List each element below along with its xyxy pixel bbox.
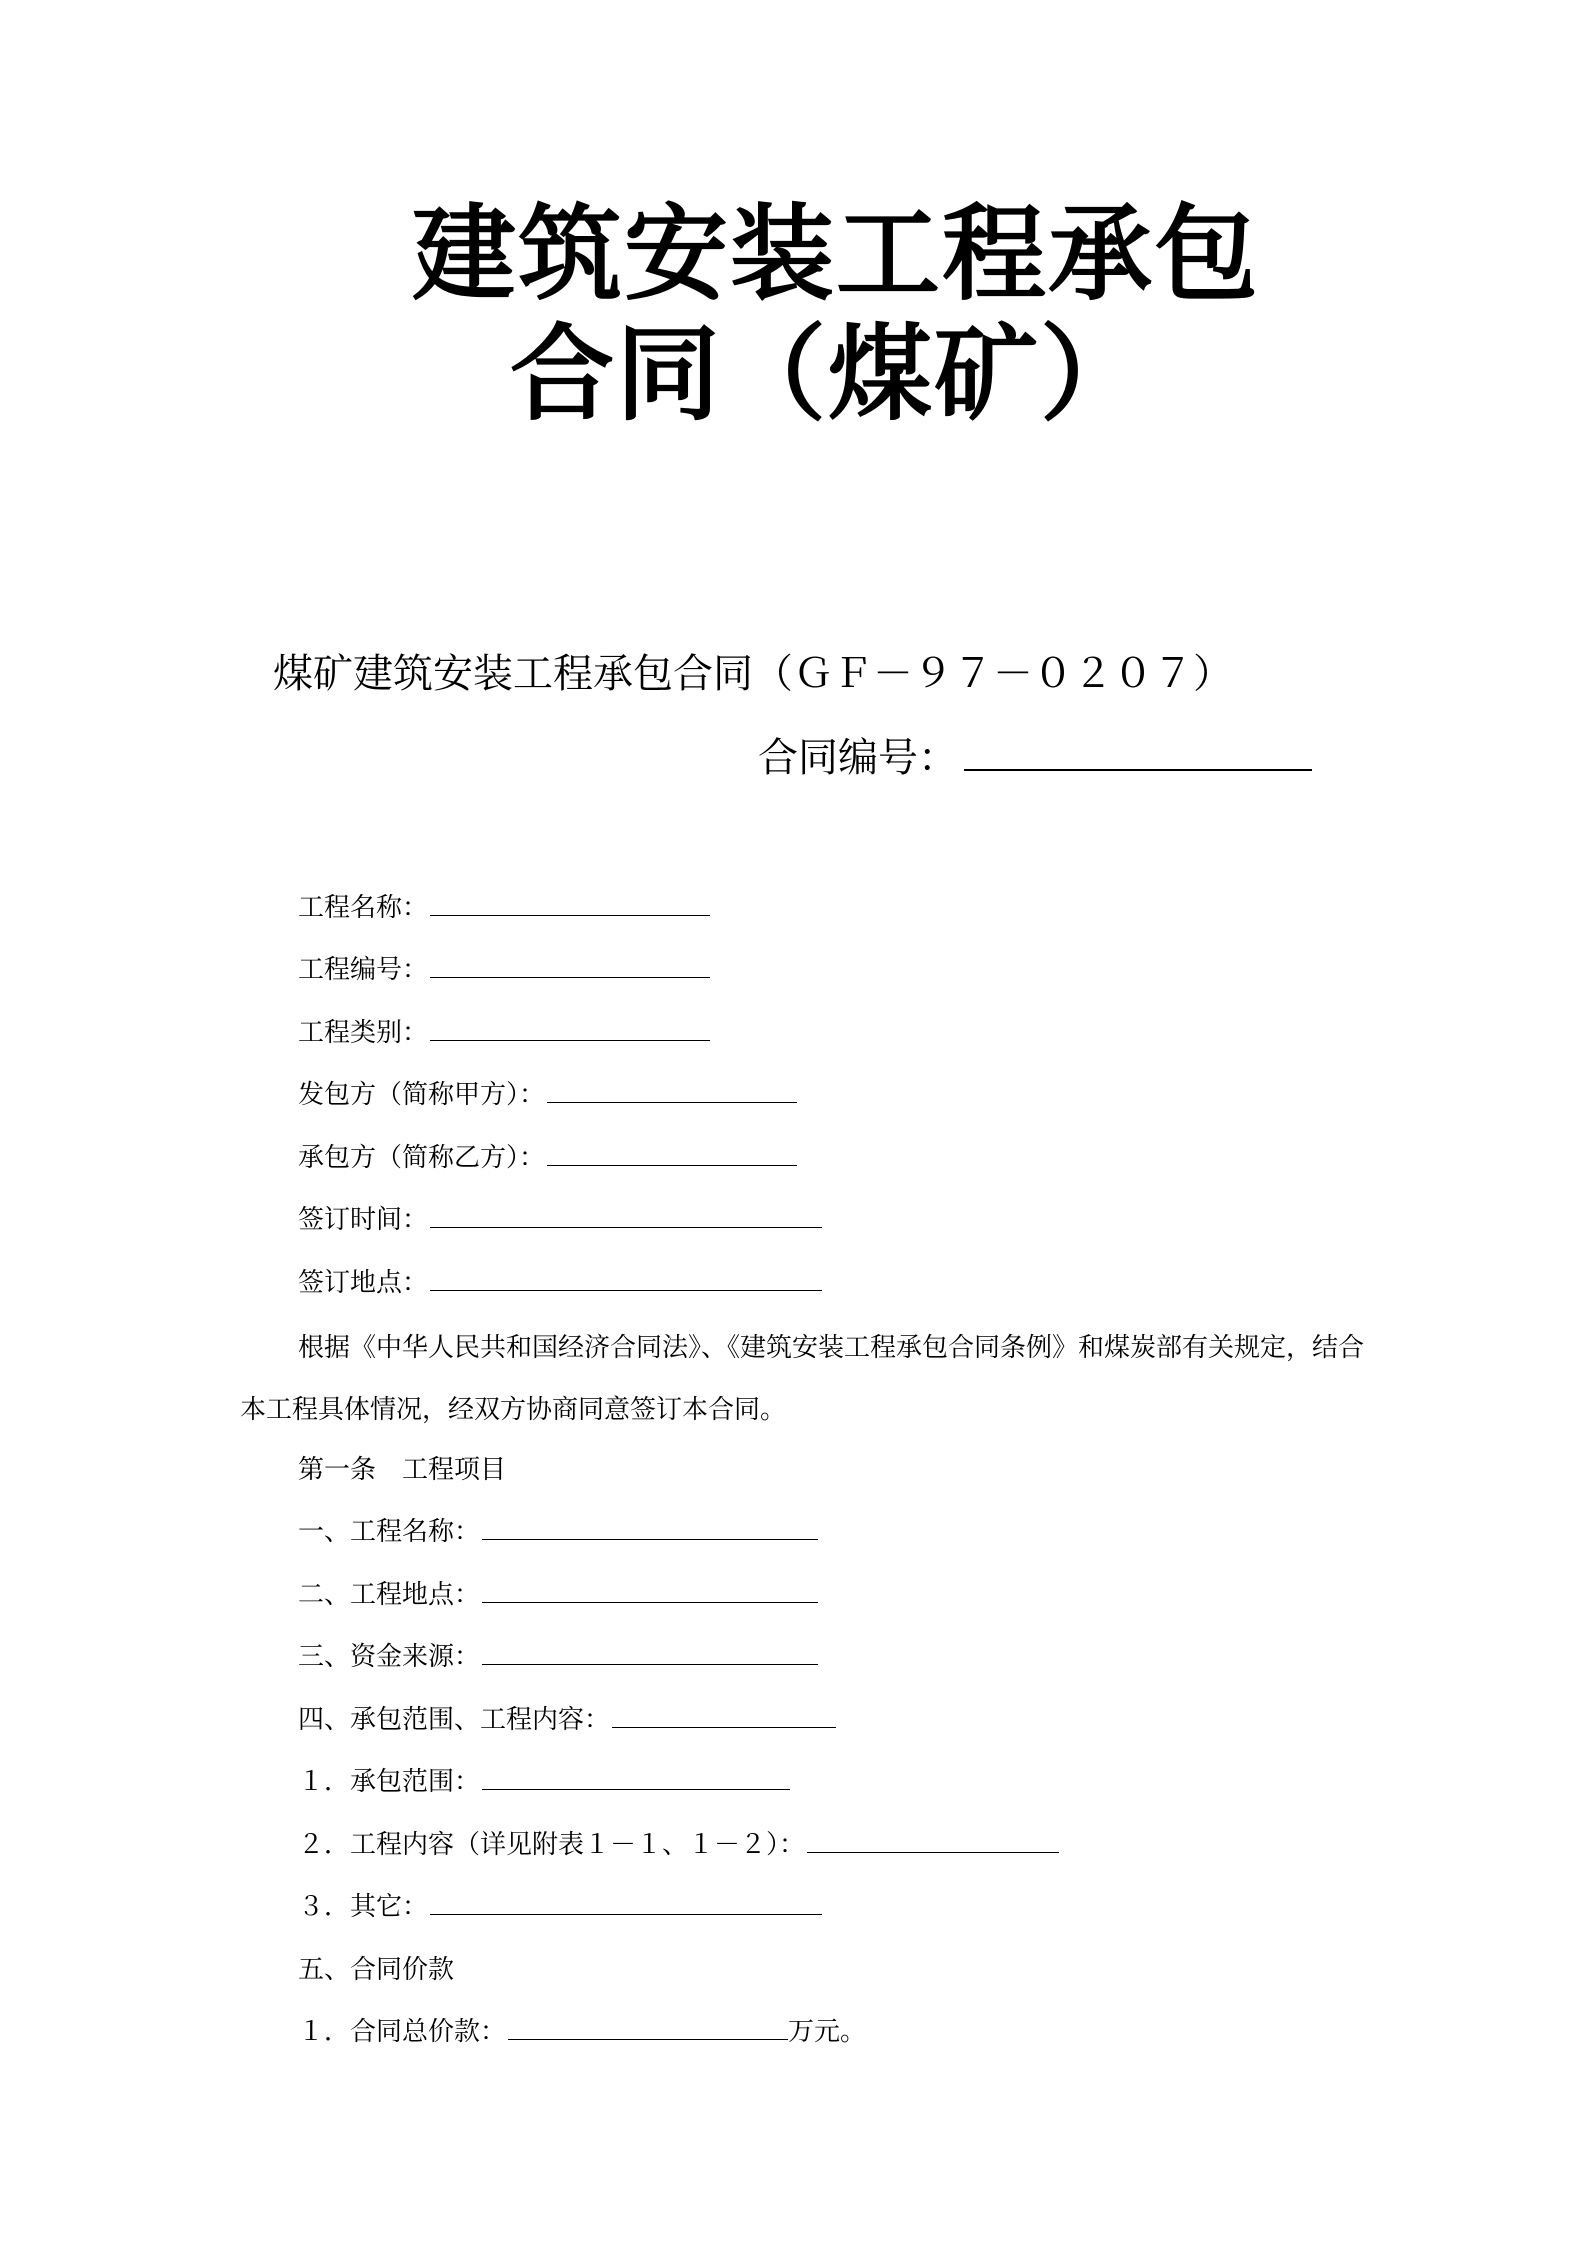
party-a-label: 发包方（简称甲方）：	[298, 1080, 546, 1110]
item3-blank	[482, 1642, 818, 1665]
sub3-label: ３．其它：	[298, 1892, 429, 1922]
contract-number-row	[758, 726, 1312, 783]
item3-label: 三、资金来源：	[298, 1642, 481, 1672]
sign-time-row	[298, 1205, 822, 1235]
price-row	[298, 2017, 866, 2047]
contract-number-label: 合同编号：	[758, 735, 958, 781]
sub1-row	[298, 1767, 790, 1797]
sign-place-row	[298, 1268, 822, 1298]
sub2-row	[298, 1830, 1059, 1860]
price-unit: 万元。	[788, 2017, 867, 2047]
item5-row: 五、合同价款	[298, 1955, 455, 1985]
sign-place-label: 签订地点：	[298, 1268, 429, 1298]
project-type-label: 工程类别：	[298, 1018, 429, 1048]
item2-blank	[482, 1580, 818, 1603]
item1-row	[298, 1517, 818, 1547]
intro-paragraph: 根据《中华人民共和国经济合同法》、《建筑安装工程承包合同条例》和煤炭部有关规定，结合本工程具体情况，经双方协商同意签订本合同。	[240, 1333, 1365, 1425]
sub2-label: ２．工程内容（详见附表１－１、１－２）：	[298, 1830, 806, 1860]
party-b-blank	[547, 1143, 797, 1166]
item2-label: 二、工程地点：	[298, 1580, 481, 1610]
sign-time-blank	[430, 1205, 822, 1228]
sign-time-label: 签订时间：	[298, 1205, 429, 1235]
party-b-label: 承包方（简称乙方）：	[298, 1143, 546, 1173]
item1-blank	[482, 1517, 818, 1540]
price-blank	[508, 2017, 788, 2040]
contract-number-blank	[964, 739, 1312, 771]
sub2-blank	[807, 1830, 1059, 1853]
sign-place-blank	[430, 1268, 822, 1291]
sub3-blank	[430, 1892, 822, 1915]
item3-row	[298, 1642, 818, 1672]
sub1-label: １．承包范围：	[298, 1767, 481, 1797]
project-name-blank	[430, 893, 710, 916]
sub1-blank	[482, 1767, 790, 1790]
party-a-row	[298, 1080, 797, 1110]
sub3-row	[298, 1892, 822, 1922]
project-type-blank	[430, 1018, 710, 1041]
item4-row	[298, 1705, 836, 1735]
project-name-label: 工程名称：	[298, 893, 429, 923]
document-title-line2: 合同（煤矿）	[510, 312, 1147, 435]
item4-label: 四、承包范围、工程内容：	[298, 1705, 611, 1735]
project-number-label: 工程编号：	[298, 955, 429, 985]
project-name-row	[298, 893, 710, 923]
contract-subtitle: 煤矿建筑安装工程承包合同（ＧＦ－９７－０２０７）	[273, 651, 1233, 697]
project-number-row	[298, 955, 710, 985]
item4-blank	[612, 1705, 836, 1728]
article1-heading: 第一条 工程项目	[298, 1455, 507, 1485]
party-b-row	[298, 1143, 797, 1173]
document-title-line1: 建筑安装工程承包	[412, 192, 1261, 315]
project-type-row	[298, 1018, 710, 1048]
project-number-blank	[430, 955, 710, 978]
item1-label: 一、工程名称：	[298, 1517, 481, 1547]
party-a-blank	[547, 1080, 797, 1103]
item2-row	[298, 1580, 818, 1610]
price-label: １．合同总价款：	[298, 2017, 507, 2047]
